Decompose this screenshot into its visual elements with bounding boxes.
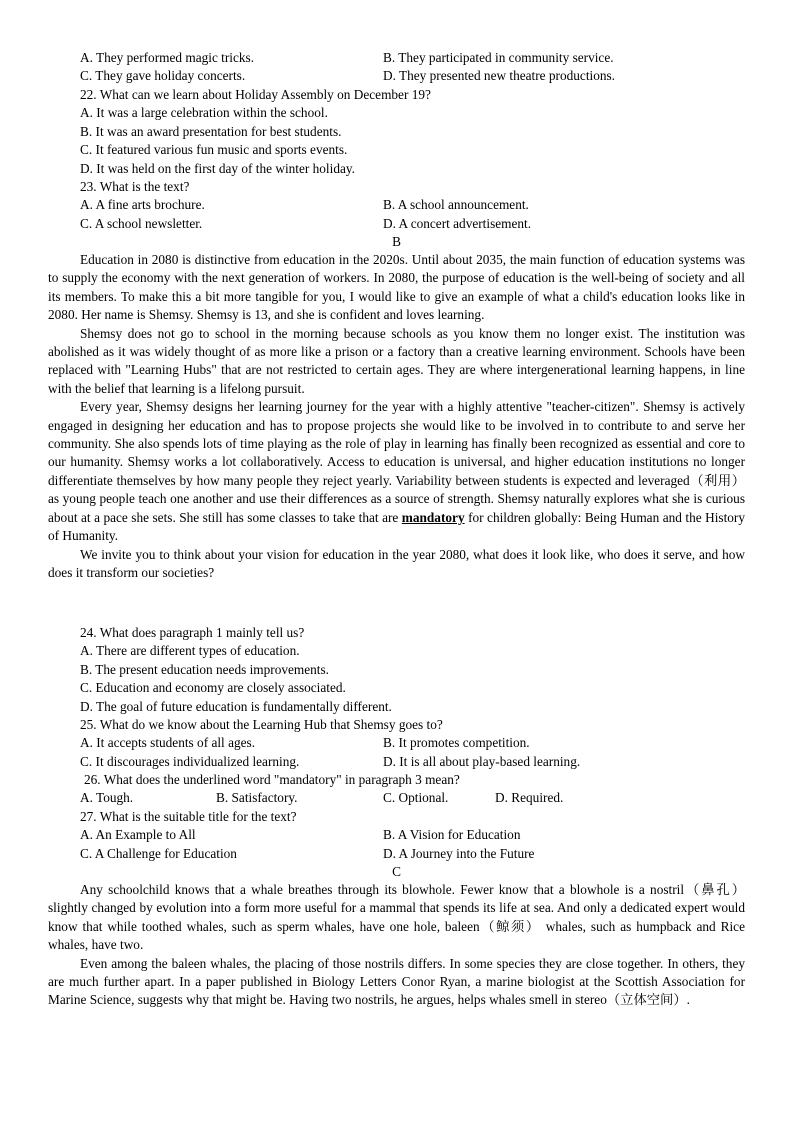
q22-option-c: C. It featured various fun music and sports events. <box>80 142 348 158</box>
q21-option-c: C. They gave holiday concerts. <box>80 68 246 84</box>
q23-option-a: A. A fine arts brochure. <box>80 197 205 213</box>
section-c-paragraph-2: Even among the baleen whales, the placing of those nostrils differs. In some species they are close together. In others, they are much further apart. In a paper published in Biology Letters Conor Ryan, a marine biologist at the Scottish Association for Marine Science, suggests why that might be. Having two nostrils, he argues, helps whales smell in stereo（立体空间）. <box>48 955 745 1008</box>
section-c-passage <box>48 881 745 1010</box>
q23-option-b: B. A school announcement. <box>383 197 529 213</box>
question-22 <box>48 86 745 178</box>
question-26 <box>48 771 745 808</box>
q25-option-b: B. It promotes competition. <box>383 735 530 751</box>
q22-option-a: A. It was a large celebration within the school. <box>80 105 328 121</box>
section-c-heading: C <box>392 864 401 879</box>
q27-stem: 27. What is the suitable title for the text? <box>80 809 297 824</box>
q26-option-b: B. Satisfactory. <box>216 790 298 806</box>
q25-option-c: C. It discourages individualized learning. <box>80 753 300 769</box>
q24-stem: 24. What does paragraph 1 mainly tell us? <box>80 625 305 640</box>
q23-stem: 23. What is the text? <box>80 179 190 194</box>
section-b-heading: B <box>392 234 401 249</box>
q23-option-d: D. A concert advertisement. <box>383 215 532 231</box>
q25-stem: 25. What do we know about the Learning Hub that Shemsy goes to? <box>80 717 443 732</box>
section-b-paragraph-2: Shemsy does not go to school in the morning because schools as you know them no longer exist. The institution was abolished as it was widely thought of as more like a prison or a factory than a creative learning environment. Schools have been replaced with "Learning Hubs" that are not restricted to certain ages. They are where intergenerational learning happens, in line with the belief that learning is a lifelong pursuit. <box>48 325 745 396</box>
q21-option-b: B. They participated in community service. <box>383 50 614 65</box>
question-27 <box>48 808 745 863</box>
section-b-paragraph-3 <box>48 398 745 545</box>
q27-option-c: C. A Challenge for Education <box>80 845 237 861</box>
section-c-paragraph-1: Any schoolchild knows that a whale breathes through its blowhole. Fewer know that a blowhole is a nostril（鼻孔） slightly changed by evolution into a form more useful for a mammal that spends its life at sea. And only a dedicated expert would know that while toothed whales, such as sperm whales, have one hole, baleen（鲸须） whales, such as humpback and Rice whales, have two. <box>48 882 745 953</box>
q26-stem: 26. What does the underlined word "mandatory" in paragraph 3 mean? <box>84 772 460 787</box>
q23-option-c: C. A school newsletter. <box>80 215 203 231</box>
q21-options <box>48 49 745 86</box>
paragraph-3-text-start: Every year, Shemsy designs her learning journey for the year with a highly attentive "teacher-citizen". Shemsy is actively engaged in designing her education and has to propose projects she would like to be involved in to contribute to and serve her community. She also spends lots of time playing as the role of play in learning has finally been recognized as essential and core to our humanity. Shemsy works a lot collaboratively. Access to education is universal, and higher education institutions no longer differentiate themselves by how many people they reject yearly. Variability between students is expected and leveraged（利用） as young people teach one another and use their differences as a source of strength. Shemsy naturally explores what she is curious about at a pace she sets. She still has some classes to take that are <box>48 399 745 525</box>
q27-option-d: D. A Journey into the Future <box>383 845 535 861</box>
q26-option-c: C. Optional. <box>383 790 449 806</box>
q24-option-b: B. The present education needs improvements. <box>80 661 330 677</box>
q24-option-c: C. Education and economy are closely associated. <box>80 680 346 696</box>
section-b-paragraph-1: Education in 2080 is distinctive from education in the 2020s. Until about 2035, the main function of education systems was to supply the economy with the next generation of workers. In 2080, the purpose of education is the well-being of society and all its members. To make this a bit more tangible for you, I would like to give an example of what a child's education looks like in 2080. Her name is Shemsy. Shemsy is 13, and she is confident and loves learning. <box>48 252 745 323</box>
q27-option-a: A. An Example to All <box>80 827 196 843</box>
section-b-passage <box>48 251 745 582</box>
q26-option-d: D. Required. <box>495 790 564 806</box>
q26-option-a: A. Tough. <box>80 790 134 806</box>
q24-option-a: A. There are different types of education. <box>80 643 300 659</box>
question-24 <box>48 624 745 716</box>
paragraph-3-text-end: for children globally: Being Human and the History of Humanity. <box>48 509 745 544</box>
q21-option-d: D. They presented new theatre productions. <box>383 68 616 84</box>
underlined-word-mandatory: mandatory <box>401 509 465 525</box>
q22-option-b: B. It was an award presentation for best students. <box>80 123 342 139</box>
question-25 <box>48 716 745 771</box>
q22-option-d: D. It was held on the first day of the winter holiday. <box>80 160 355 176</box>
q25-option-d: D. It is all about play-based learning. <box>383 753 581 769</box>
question-23 <box>48 178 745 233</box>
q24-option-d: D. The goal of future education is fundamentally different. <box>80 698 392 714</box>
q21-option-a: A. They performed magic tricks. <box>80 50 255 65</box>
section-b-paragraph-4: We invite you to think about your vision for education in the year 2080, what does it look like, who does it serve, and how does it transform our societies? <box>48 546 745 580</box>
q25-option-a: A. It accepts students of all ages. <box>80 735 256 751</box>
q22-stem: 22. What can we learn about Holiday Assembly on December 19? <box>80 87 431 102</box>
q27-option-b: B. A Vision for Education <box>383 827 521 843</box>
